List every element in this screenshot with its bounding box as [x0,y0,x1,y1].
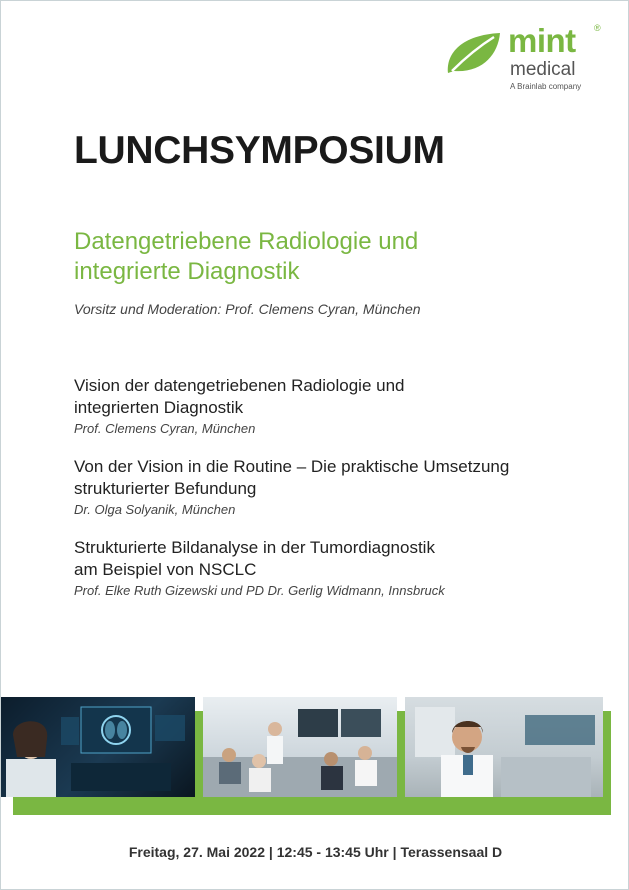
logo-tagline: A Brainlab company [510,82,582,91]
radiologist-workstation-photo [1,697,195,797]
talk-title-line-2: integrierten Diagnostik [74,398,244,417]
mint-medical-logo [444,21,604,101]
talk-item [74,456,574,517]
logo-brand: mint [508,22,576,59]
talk-title-line-1: Von der Vision in die Routine – Die praktische Umsetzung [74,457,510,476]
registered-mark: ® [594,23,601,33]
talk-title [74,537,574,581]
subtitle-line-2: integrierte Diagnostik [74,258,300,285]
page-title: LUNCHSYMPOSIUM [74,129,445,172]
talk-title-line-1: Vision der datengetriebenen Radiologie und [74,376,405,395]
talk-list [74,375,574,618]
image-strip [1,691,629,816]
talk-item [74,375,574,436]
talk-speaker: Dr. Olga Solyanik, München [74,502,236,517]
symposium-subtitle [74,227,544,287]
talk-title-line-2: am Beispiel von NSCLC [74,560,257,579]
doctor-smiling-photo [405,697,603,797]
talk-speaker: Prof. Clemens Cyran, München [74,421,256,436]
event-date-location: Freitag, 27. Mai 2022 | 12:45 - 13:45 Uhr | Terassensaal D [128,844,503,860]
subtitle-line-1: Datengetriebene Radiologie und [74,228,419,255]
logo-sub: medical [510,59,576,80]
talk-title [74,375,574,419]
talk-speaker: Prof. Elke Ruth Gizewski und PD Dr. Gerlig Widmann, Innsbruck [74,583,445,598]
talk-item [74,537,574,598]
leaf-icon [444,29,504,77]
chair-moderation: Vorsitz und Moderation: Prof. Clemens Cyran, München [74,301,421,317]
talk-title [74,456,574,500]
talk-title-line-1: Strukturierte Bildanalyse in der Tumordiagnostik [74,538,435,557]
talk-title-line-2: strukturierter Befundung [74,479,257,498]
team-meeting-photo [203,697,397,797]
